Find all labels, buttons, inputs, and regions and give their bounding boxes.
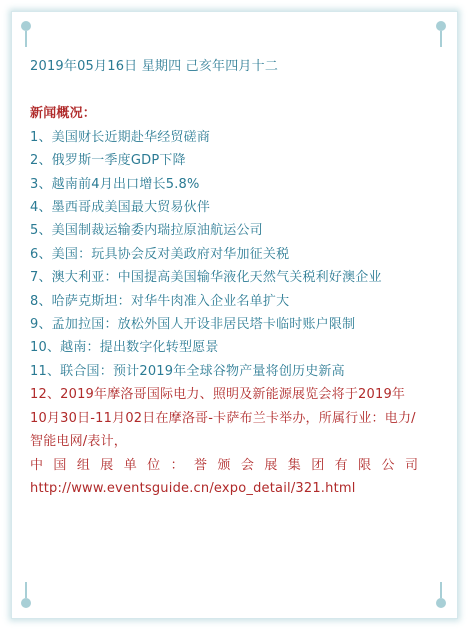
news-item: 2、俄罗斯一季度GDP下降 — [30, 153, 186, 169]
news-item: 7、澳大利亚：中国提高美国输华液化天然气关税利好澳企业 — [30, 270, 382, 286]
pin-icon — [21, 582, 31, 608]
pin-icon — [436, 582, 446, 608]
news-item: 4、墨西哥成美国最大贸易伙伴 — [30, 200, 211, 216]
news-item: 11、联合国：预计2019年全球谷物产量将创历史新高 — [30, 363, 345, 379]
expo-organizer: 中国组展单位：誉颁会展集团有限公司 — [30, 457, 420, 473]
news-item: 1、美国财长近期赴华经贸磋商 — [30, 129, 211, 145]
news-item: 9、孟加拉国：放松外国人开设非居民塔卡临时账户限制 — [30, 317, 356, 333]
news-heading: 新闻概况： — [30, 106, 97, 122]
date-line: 2019年05月16日 星期四 己亥年四月十二 — [30, 59, 279, 74]
news-item: 10、越南：提出数字化转型愿景 — [30, 340, 219, 356]
news-content — [30, 55, 420, 500]
news-item: 3、越南前4月出口增长5.8% — [30, 176, 200, 192]
expo-link[interactable]: http://www.eventsguide.cn/expo_detail/321.html — [30, 480, 356, 496]
news-item: 5、美国制裁运输委内瑞拉原油航运公司 — [30, 223, 263, 239]
news-item-expo: 12、2019年摩洛哥国际电力、照明及新能源展览会将于2019年10月30日-11月02日在摩洛哥-卡萨布兰卡举办，所属行业：电力/智能电网/表计， — [30, 387, 416, 450]
news-item: 8、哈萨克斯坦：对华牛肉准入企业名单扩大 — [30, 293, 290, 309]
pin-icon — [21, 21, 31, 47]
pin-icon — [436, 21, 446, 47]
news-item: 6、美国：玩具协会反对美政府对华加征关税 — [30, 246, 290, 262]
